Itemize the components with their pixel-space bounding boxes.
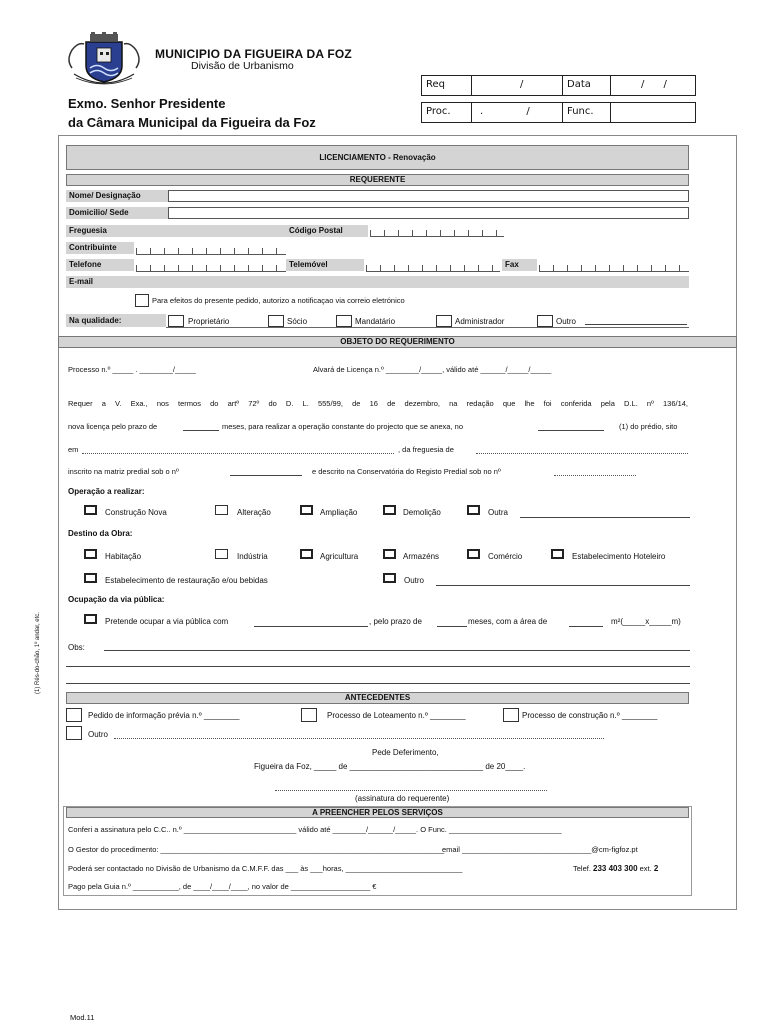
func-label: Func. — [563, 103, 611, 122]
prazo-field[interactable] — [183, 430, 219, 431]
processo-line[interactable]: Processo n.º _____ . ________/_____ — [68, 365, 196, 374]
pede-deferimento: Pede Deferimento, — [372, 748, 439, 757]
habitacao-label: Habitação — [105, 552, 142, 561]
servicos-email-line[interactable]: email _______________________________@cm-figfoz.pt — [442, 845, 638, 854]
telemovel-field[interactable] — [366, 265, 500, 272]
ocupacao-text-a: Pretende ocupar a via pública com — [105, 617, 229, 626]
loteamento-checkbox[interactable] — [301, 708, 317, 722]
addressee-line-2: da Câmara Municipal da Figueira da Foz — [68, 115, 316, 130]
servicos-section-text: A PREENCHER PELOS SERVIÇOS — [312, 808, 443, 817]
outra-label: Outra — [488, 508, 509, 517]
matriz-field[interactable] — [230, 475, 302, 476]
qualidade-mandatario-checkbox[interactable] — [336, 315, 352, 327]
codigo-postal-label: Código Postal — [286, 225, 368, 237]
data-label: Data — [563, 76, 611, 95]
alteracao-label: Alteração — [237, 508, 271, 517]
destino-title: Destino da Obra: — [68, 529, 133, 538]
em-label: em — [68, 445, 79, 454]
telemovel-label: Telemóvel — [286, 259, 364, 271]
pip-label: Pedido de informação prévia n.º ________ — [88, 711, 240, 720]
form-model-number: Mod.11 — [70, 1013, 95, 1022]
industria-checkbox[interactable] — [215, 549, 228, 559]
email-label: E-mail — [66, 276, 689, 288]
qualidade-mandatario-label: Mandatário — [355, 317, 396, 326]
qualidade-socio-checkbox[interactable] — [268, 315, 284, 327]
servicos-contact-line[interactable]: Poderá ser contactado no Divisão de Urbanismo da C.M.F.F. das ___ às ___horas, ____________________________ — [68, 864, 463, 873]
outra-checkbox[interactable] — [467, 505, 480, 515]
telef-number: 233 403 300 — [593, 864, 638, 873]
qualidade-outro-line[interactable] — [585, 324, 687, 325]
requerente-section-text: REQUERENTE — [349, 175, 406, 184]
qualidade-proprietario-label: Proprietário — [188, 317, 230, 326]
andar-field[interactable] — [538, 430, 604, 431]
habitacao-checkbox[interactable] — [84, 549, 97, 559]
ocupacao-title: Ocupação da via pública: — [68, 595, 165, 604]
servicos-guia-line[interactable]: Pago pela Guia n.º ___________, de ____/____/____, no valor de ___________________ € — [68, 882, 377, 891]
telef-label: Telef. — [573, 864, 591, 873]
req-label: Req — [422, 76, 472, 95]
registry-row-proc — [421, 102, 696, 123]
pip-checkbox[interactable] — [66, 708, 82, 722]
destino-outro-field[interactable] — [436, 585, 690, 586]
servicos-line-1[interactable]: Conferi a assinatura pelo C.C.. n.º ___________________________ válido até ________/______/_____. O Func. ___________________________ — [68, 825, 562, 834]
antecedentes-section-header — [66, 692, 689, 704]
local-field[interactable] — [82, 453, 394, 454]
servicos-gestor-line[interactable]: O Gestor do procedimento: ____________________________________________________________________ — [68, 845, 445, 854]
data-value-field[interactable] — [611, 76, 695, 95]
ocupacao-prazo-field[interactable] — [437, 626, 467, 627]
signature-line[interactable] — [275, 790, 547, 791]
agricultura-checkbox[interactable] — [300, 549, 313, 559]
form-title — [66, 145, 689, 170]
ocupacao-area-field[interactable] — [569, 626, 603, 627]
conservatoria-field[interactable] — [554, 475, 636, 476]
contribuinte-label: Contribuinte — [66, 242, 134, 254]
requerente-section-header — [66, 174, 689, 186]
hoteleiro-checkbox[interactable] — [551, 549, 564, 559]
signature-caption: (assinatura do requerente) — [355, 794, 450, 803]
domicilio-field[interactable] — [168, 207, 689, 219]
antecedentes-section-text: ANTECEDENTES — [344, 693, 411, 702]
antecedentes-outro-field[interactable] — [114, 738, 604, 739]
municipality-crest-logo — [64, 30, 144, 92]
comercio-label: Comércio — [488, 552, 523, 561]
form-title-text: LICENCIAMENTO - Renovação — [319, 153, 436, 162]
agricultura-label: Agricultura — [320, 552, 359, 561]
antecedentes-outro-checkbox[interactable] — [66, 726, 82, 740]
objeto-section-header — [58, 336, 737, 348]
registry-row-req — [421, 75, 696, 96]
obs-line-2[interactable] — [66, 666, 690, 667]
req-slash: / — [520, 79, 524, 90]
outra-field[interactable] — [520, 517, 690, 518]
addressee-line-1: Exmo. Senhor Presidente — [68, 96, 226, 111]
operacao-text: meses, para realizar a operação constante do projecto que se anexa, no — [222, 422, 463, 431]
construcao-nova-label: Construção Nova — [105, 508, 167, 517]
qualidade-socio-label: Sócio — [287, 317, 308, 326]
qualidade-administrador-label: Administrador — [455, 317, 505, 326]
fax-label: Fax — [502, 259, 537, 271]
predio-sito-text: (1) do prédio, sito — [619, 422, 678, 431]
nome-field[interactable] — [168, 190, 689, 202]
restauracao-label: Estabelecimento de restauração e/ou bebidas — [105, 576, 268, 585]
comercio-checkbox[interactable] — [467, 549, 480, 559]
destino-outro-checkbox[interactable] — [383, 573, 396, 583]
construcao-checkbox[interactable] — [503, 708, 519, 722]
loteamento-label: Processo de Loteamento n.º ________ — [327, 711, 466, 720]
ampliacao-checkbox[interactable] — [300, 505, 313, 515]
ocupacao-field[interactable] — [254, 626, 368, 627]
telefone-field[interactable] — [136, 265, 286, 272]
func-value-field[interactable] — [611, 103, 695, 122]
data-slashes: / / — [641, 79, 675, 90]
qualidade-outro-label: Outro — [556, 317, 577, 326]
contribuinte-field[interactable] — [136, 248, 286, 255]
armazens-checkbox[interactable] — [383, 549, 396, 559]
codigo-postal-field[interactable] — [370, 230, 504, 237]
ocupacao-text-d: m²(_____x_____m) — [611, 617, 681, 626]
fax-field[interactable] — [539, 265, 689, 272]
freguesia-label: Freguesia — [66, 225, 286, 237]
construcao-label: Processo de construção n.º ________ — [522, 711, 658, 720]
proc-value-field[interactable] — [472, 103, 563, 122]
objeto-section-text: OBJETO DO REQUERIMENTO — [340, 337, 455, 346]
municipality-name: MUNICIPIO DA FIGUEIRA DA FOZ — [155, 47, 352, 61]
qualidade-label: Na qualidade: — [66, 314, 166, 327]
prazo-label: nova licença pelo prazo de — [68, 422, 158, 431]
ocupacao-checkbox[interactable] — [84, 614, 97, 624]
obs-label: Obs: — [68, 643, 85, 652]
obs-line-1[interactable] — [104, 650, 690, 651]
demolicao-checkbox[interactable] — [383, 505, 396, 515]
armazens-label: Armazéns — [403, 552, 440, 561]
email-consent-checkbox[interactable] — [135, 294, 149, 307]
qualidade-administrador-checkbox[interactable] — [436, 315, 452, 327]
alteracao-checkbox[interactable] — [215, 505, 228, 515]
nome-label: Nome/ Designação — [66, 190, 168, 202]
qualidade-outro-checkbox[interactable] — [537, 315, 553, 327]
freguesia-de-field[interactable] — [476, 453, 688, 454]
telefone-label: Telefone — [66, 259, 134, 271]
matriz-label: inscrito na matriz predial sob o nº — [68, 467, 179, 476]
domicilio-label: Domicilio/ Sede — [66, 207, 168, 219]
telef-ext-label: ext. — [639, 864, 652, 873]
ampliacao-label: Ampliação — [320, 508, 358, 517]
construcao-nova-checkbox[interactable] — [84, 505, 97, 515]
division-name: Divisão de Urbanismo — [191, 60, 294, 72]
restauracao-checkbox[interactable] — [84, 573, 97, 583]
telef-ext-number: 2 — [653, 864, 659, 873]
email-consent-text: Para efeitos do presente pedido, autorizo a notificaçao via correio eletrónico — [152, 296, 405, 305]
servicos-telef — [573, 864, 658, 873]
qualidade-proprietario-checkbox[interactable] — [168, 315, 184, 327]
ocupacao-text-c: meses, com a área de — [468, 617, 548, 626]
destino-outro-label: Outro — [404, 576, 425, 585]
side-note: (1) Rés-do-chão, 1º andar, etc. — [35, 612, 41, 694]
proc-label: Proc. — [422, 103, 472, 122]
alvara-line[interactable]: Alvará de Licença n.º ________/_____, válido até ______/_____/_____ — [313, 365, 552, 374]
freguesia-de-label: , da freguesia de — [398, 445, 454, 454]
obs-line-3[interactable] — [66, 683, 690, 684]
demolicao-label: Demolição — [403, 508, 441, 517]
servicos-section-header — [66, 807, 689, 818]
local-data-line[interactable]: Figueira da Foz, _____ de ______________________________ de 20____. — [254, 762, 526, 771]
proc-dots: . / — [480, 106, 550, 117]
operacao-title: Operação a realizar: — [68, 487, 145, 496]
conservatoria-label: e descrito na Conservatória do Registo Predial sob no nº — [312, 467, 501, 476]
requer-paragraph: Requer a V. Exa., nos termos do artº 72º do D. L. 555/99, de 16 de dezembro, na redação que lhe foi conferida pela D.L. nº 136/14, — [68, 399, 688, 408]
ocupacao-text-b: , pelo prazo de — [369, 617, 422, 626]
industria-label: Indústria — [237, 552, 268, 561]
antecedentes-outro-label: Outro — [88, 730, 109, 739]
qualidade-row-border — [166, 327, 689, 328]
req-value-field[interactable] — [472, 76, 563, 95]
hoteleiro-label: Estabelecimento Hoteleiro — [572, 552, 666, 561]
